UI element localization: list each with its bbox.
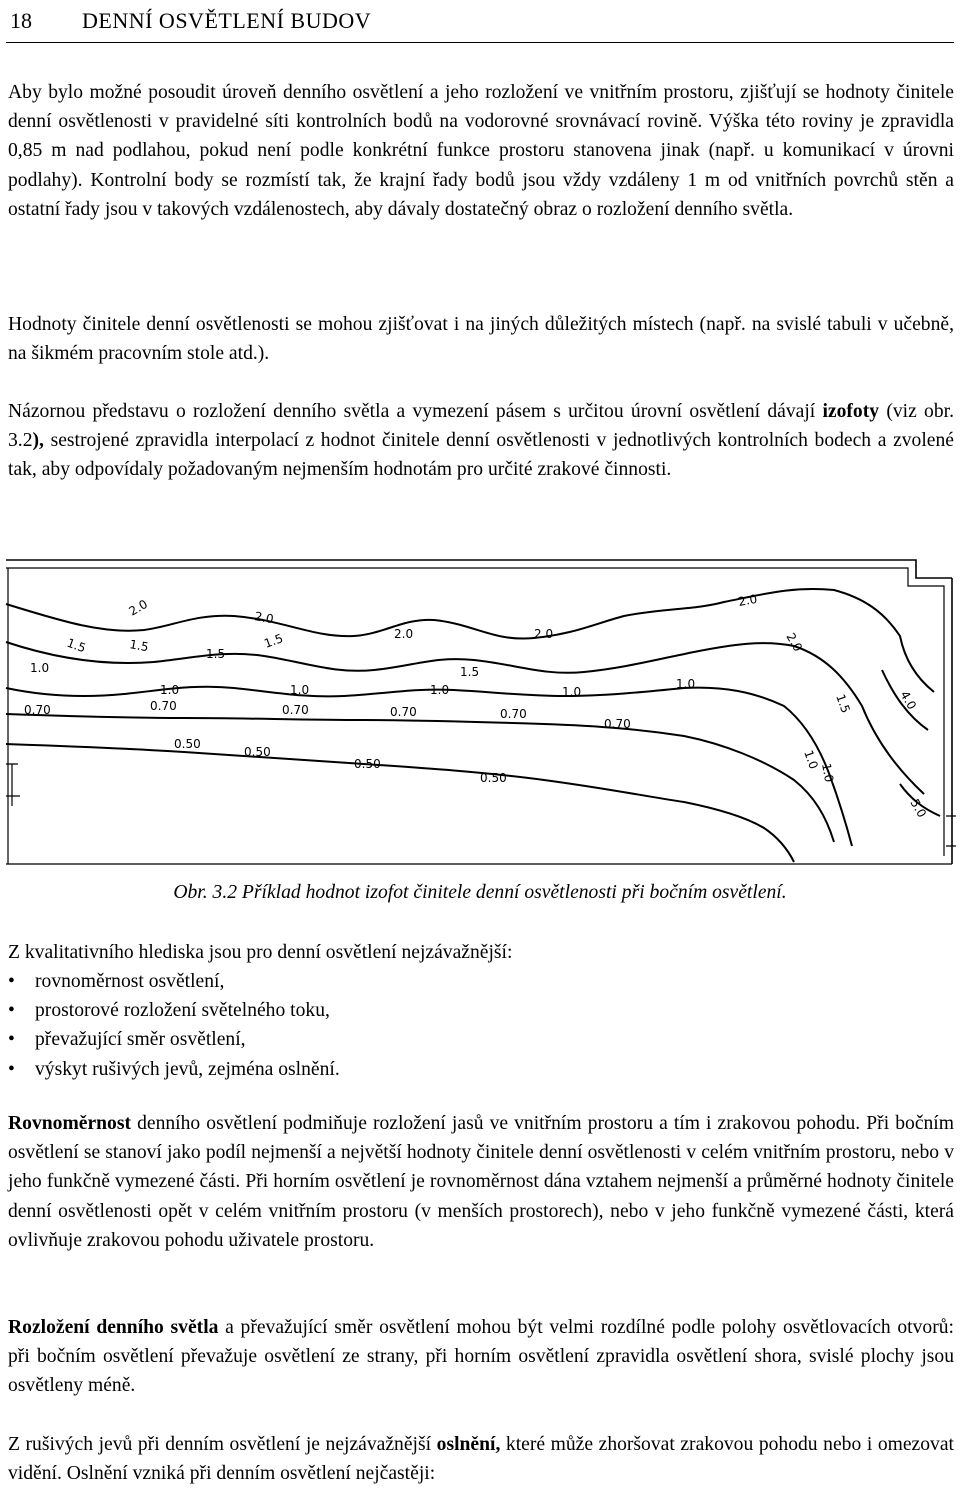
isophotes-text-2: (viz obr. 3.2 bbox=[8, 401, 954, 452]
quality-criteria-list bbox=[8, 967, 340, 1084]
bullet-icon: • bbox=[8, 971, 15, 992]
glare-text-2: které může zhoršovat zrakovou pohodu nebo i omezovat vidění. Oslnění vzniká při denním osvětlení nejčastěji: bbox=[8, 1434, 954, 1485]
uniformity-text: denního osvětlení podmiňuje rozložení jasů ve vnitřním prostoru a tím i zrakovou pohodu. Při bočním osvětlení se stanoví jako podíl nejmenší a největší hodnoty činitele denní osvětlenosti v celém vnitřním prostoru, nebo v jeho funkčně vymezené části. Při horním osvětlení je rovnoměrnost dána vztahem nejmenší a průměrné hodnoty činitele denní osvětlenosti opět v celém vnitřním prostoru (v menších prostorech), nebo v jeho funkčně vymezené části, která ovlivňuje zrakovou pohodu uživatele prostoru. bbox=[8, 1113, 954, 1251]
paragraph-uniformity bbox=[8, 1109, 954, 1255]
isophote-value-label: 1.0 bbox=[819, 762, 837, 784]
distribution-text: a převažující směr osvětlení mohou být velmi rozdílné podle polohy osvětlovacích otvorů: při bočním osvětlení převažuje osvětlení ze strany, při horním osvětlení zpravidla osvětlení shora, svislé plochy jsou osvětleny méně. bbox=[8, 1317, 954, 1397]
isophote-value-label: 1.0 bbox=[160, 683, 180, 697]
figure-caption: Obr. 3.2 Příklad hodnot izofot činitele denní osvětlenosti při bočním osvětlení. bbox=[173, 882, 787, 903]
isophote-value-label: 0.50 bbox=[480, 771, 507, 785]
isophote-value-label: 2.0 bbox=[394, 627, 414, 641]
isophote-0-50 bbox=[6, 744, 794, 862]
wall-outer-line bbox=[6, 560, 952, 578]
list-item-text: prostorové rozložení světelného toku, bbox=[35, 1000, 330, 1022]
isophotes-text-3: ), bbox=[32, 430, 44, 452]
isophote-value-label: 1.5 bbox=[206, 647, 226, 661]
isophote-value-label: 0.70 bbox=[500, 707, 527, 721]
wall-inner-line bbox=[6, 568, 944, 856]
list-intro: Z kvalitativního hlediska jsou pro denní osvětlení nejzávažnější: bbox=[8, 942, 513, 963]
isophote-value-label: 1.5 bbox=[833, 692, 853, 715]
isophote-value-label: 1.0 bbox=[290, 683, 310, 697]
list-item bbox=[8, 1055, 340, 1084]
isophote-value-label: 4.0 bbox=[897, 688, 920, 713]
isophote-value-label: 0.50 bbox=[244, 745, 271, 759]
list-item-text: převažující směr osvětlení, bbox=[35, 1029, 246, 1051]
bullet-icon: • bbox=[8, 1058, 15, 1080]
isophote-value-label: 0.70 bbox=[282, 703, 309, 717]
isophote-0-70 bbox=[6, 714, 837, 842]
isophote-value-label: 1.5 bbox=[64, 635, 88, 656]
paragraph-glare bbox=[8, 1430, 954, 1488]
isophotes-term: izofoty bbox=[822, 401, 880, 422]
list-item-text: rovnoměrnost osvětlení, bbox=[35, 971, 225, 992]
isophote-value-label: 5.0 bbox=[907, 796, 930, 821]
isophote-value-label: 0.70 bbox=[24, 703, 51, 717]
isophote-value-label: 1.0 bbox=[801, 748, 821, 771]
isophote-value-label: 0.50 bbox=[174, 737, 201, 751]
distribution-term: Rozložení denního světla bbox=[8, 1317, 219, 1338]
paragraph-isophotes bbox=[8, 397, 954, 485]
isophote-value-label: 2.0 bbox=[534, 627, 554, 641]
isophotes-text-4: sestrojené zpravidla interpolací z hodnot činitele denní osvětlenosti v jednotlivých kontrolních bodech a zvolené tak, aby odpovídaly požadovaným nejmenším hodnotám pro určité zrakové činnosti. bbox=[8, 430, 954, 481]
isophote-value-label: 1.5 bbox=[460, 665, 480, 679]
list-item bbox=[8, 1025, 340, 1054]
isophote-value-label: 1.0 bbox=[562, 685, 582, 699]
running-title: DENNÍ OSVĚTLENÍ BUDOV bbox=[82, 8, 372, 33]
paragraph-control-points: Aby bylo možné posoudit úroveň denního osvětlení a jeho rozložení ve vnitřním prostoru, zjišťují se hodnoty činitele denní osvětlenosti v pravidelné síti kontrolních bodů na vodorovné srovnávací rovině. Výška této roviny je zpravidla 0,85 m nad podlahou, pokud není podle konkrétní funkce prostoru stanovena jinak (např. u komunikací v úrovni podlahy). Kontrolní body se rozmístí tak, že krajní řady bodů jsou vždy vzdáleny 1 m od vnitřních povrchů stěn a ostatní řady jsou v takových vzdálenostech, aby dávaly dostatečný obraz o rozložení denního světla. bbox=[8, 82, 954, 220]
column-mark bbox=[946, 816, 956, 846]
glare-term: oslnění, bbox=[436, 1434, 501, 1455]
page-header bbox=[6, 4, 954, 43]
paragraph-distribution bbox=[8, 1313, 954, 1401]
isophote-value-label: 0.70 bbox=[150, 699, 177, 713]
list-item bbox=[8, 996, 340, 1025]
paragraph-other-places: Hodnoty činitele denní osvětlenosti se mohou zjišťovat i na jiných důležitých místech (např. na svislé tabuli v učebně, na šikmém pracovním stole atd.). bbox=[8, 314, 954, 365]
bullet-icon: • bbox=[8, 1000, 15, 1022]
list-item-text: výskyt rušivých jevů, zejména oslnění. bbox=[35, 1058, 340, 1080]
isophote-value-label: 0.50 bbox=[354, 757, 381, 771]
isophote-1-0 bbox=[6, 687, 852, 846]
isophote-value-label: 1.0 bbox=[430, 683, 450, 697]
isophote-value-label: 0.70 bbox=[390, 705, 417, 719]
isophotes-text-1: Názornou představu o rozložení denního světla a vymezení pásem s určitou úrovní osvětlení dávají bbox=[8, 401, 823, 422]
glare-text-1: Z rušivých jevů při denním osvětlení je nejzávažnější bbox=[8, 1434, 437, 1455]
list-item bbox=[8, 967, 340, 996]
figure-isophote-plan bbox=[4, 546, 956, 880]
uniformity-term: Rovnoměrnost bbox=[8, 1113, 131, 1134]
isophote-value-label: 2.0 bbox=[737, 591, 759, 609]
isophote-value-label: 2.0 bbox=[253, 609, 275, 627]
isophote-value-label: 1.0 bbox=[676, 677, 696, 691]
isophote-value-label: 1.5 bbox=[262, 631, 285, 651]
isophote-value-label: 2.0 bbox=[783, 630, 806, 655]
bullet-icon: • bbox=[8, 1029, 15, 1051]
isophote-value-label: 2.0 bbox=[126, 596, 151, 619]
isophote-value-label: 1.0 bbox=[30, 661, 50, 675]
isophote-drawing bbox=[4, 546, 956, 880]
isophote-value-label: 1.5 bbox=[128, 637, 150, 655]
page-number: 18 bbox=[10, 8, 32, 33]
isophote-value-label: 0.70 bbox=[604, 717, 631, 731]
